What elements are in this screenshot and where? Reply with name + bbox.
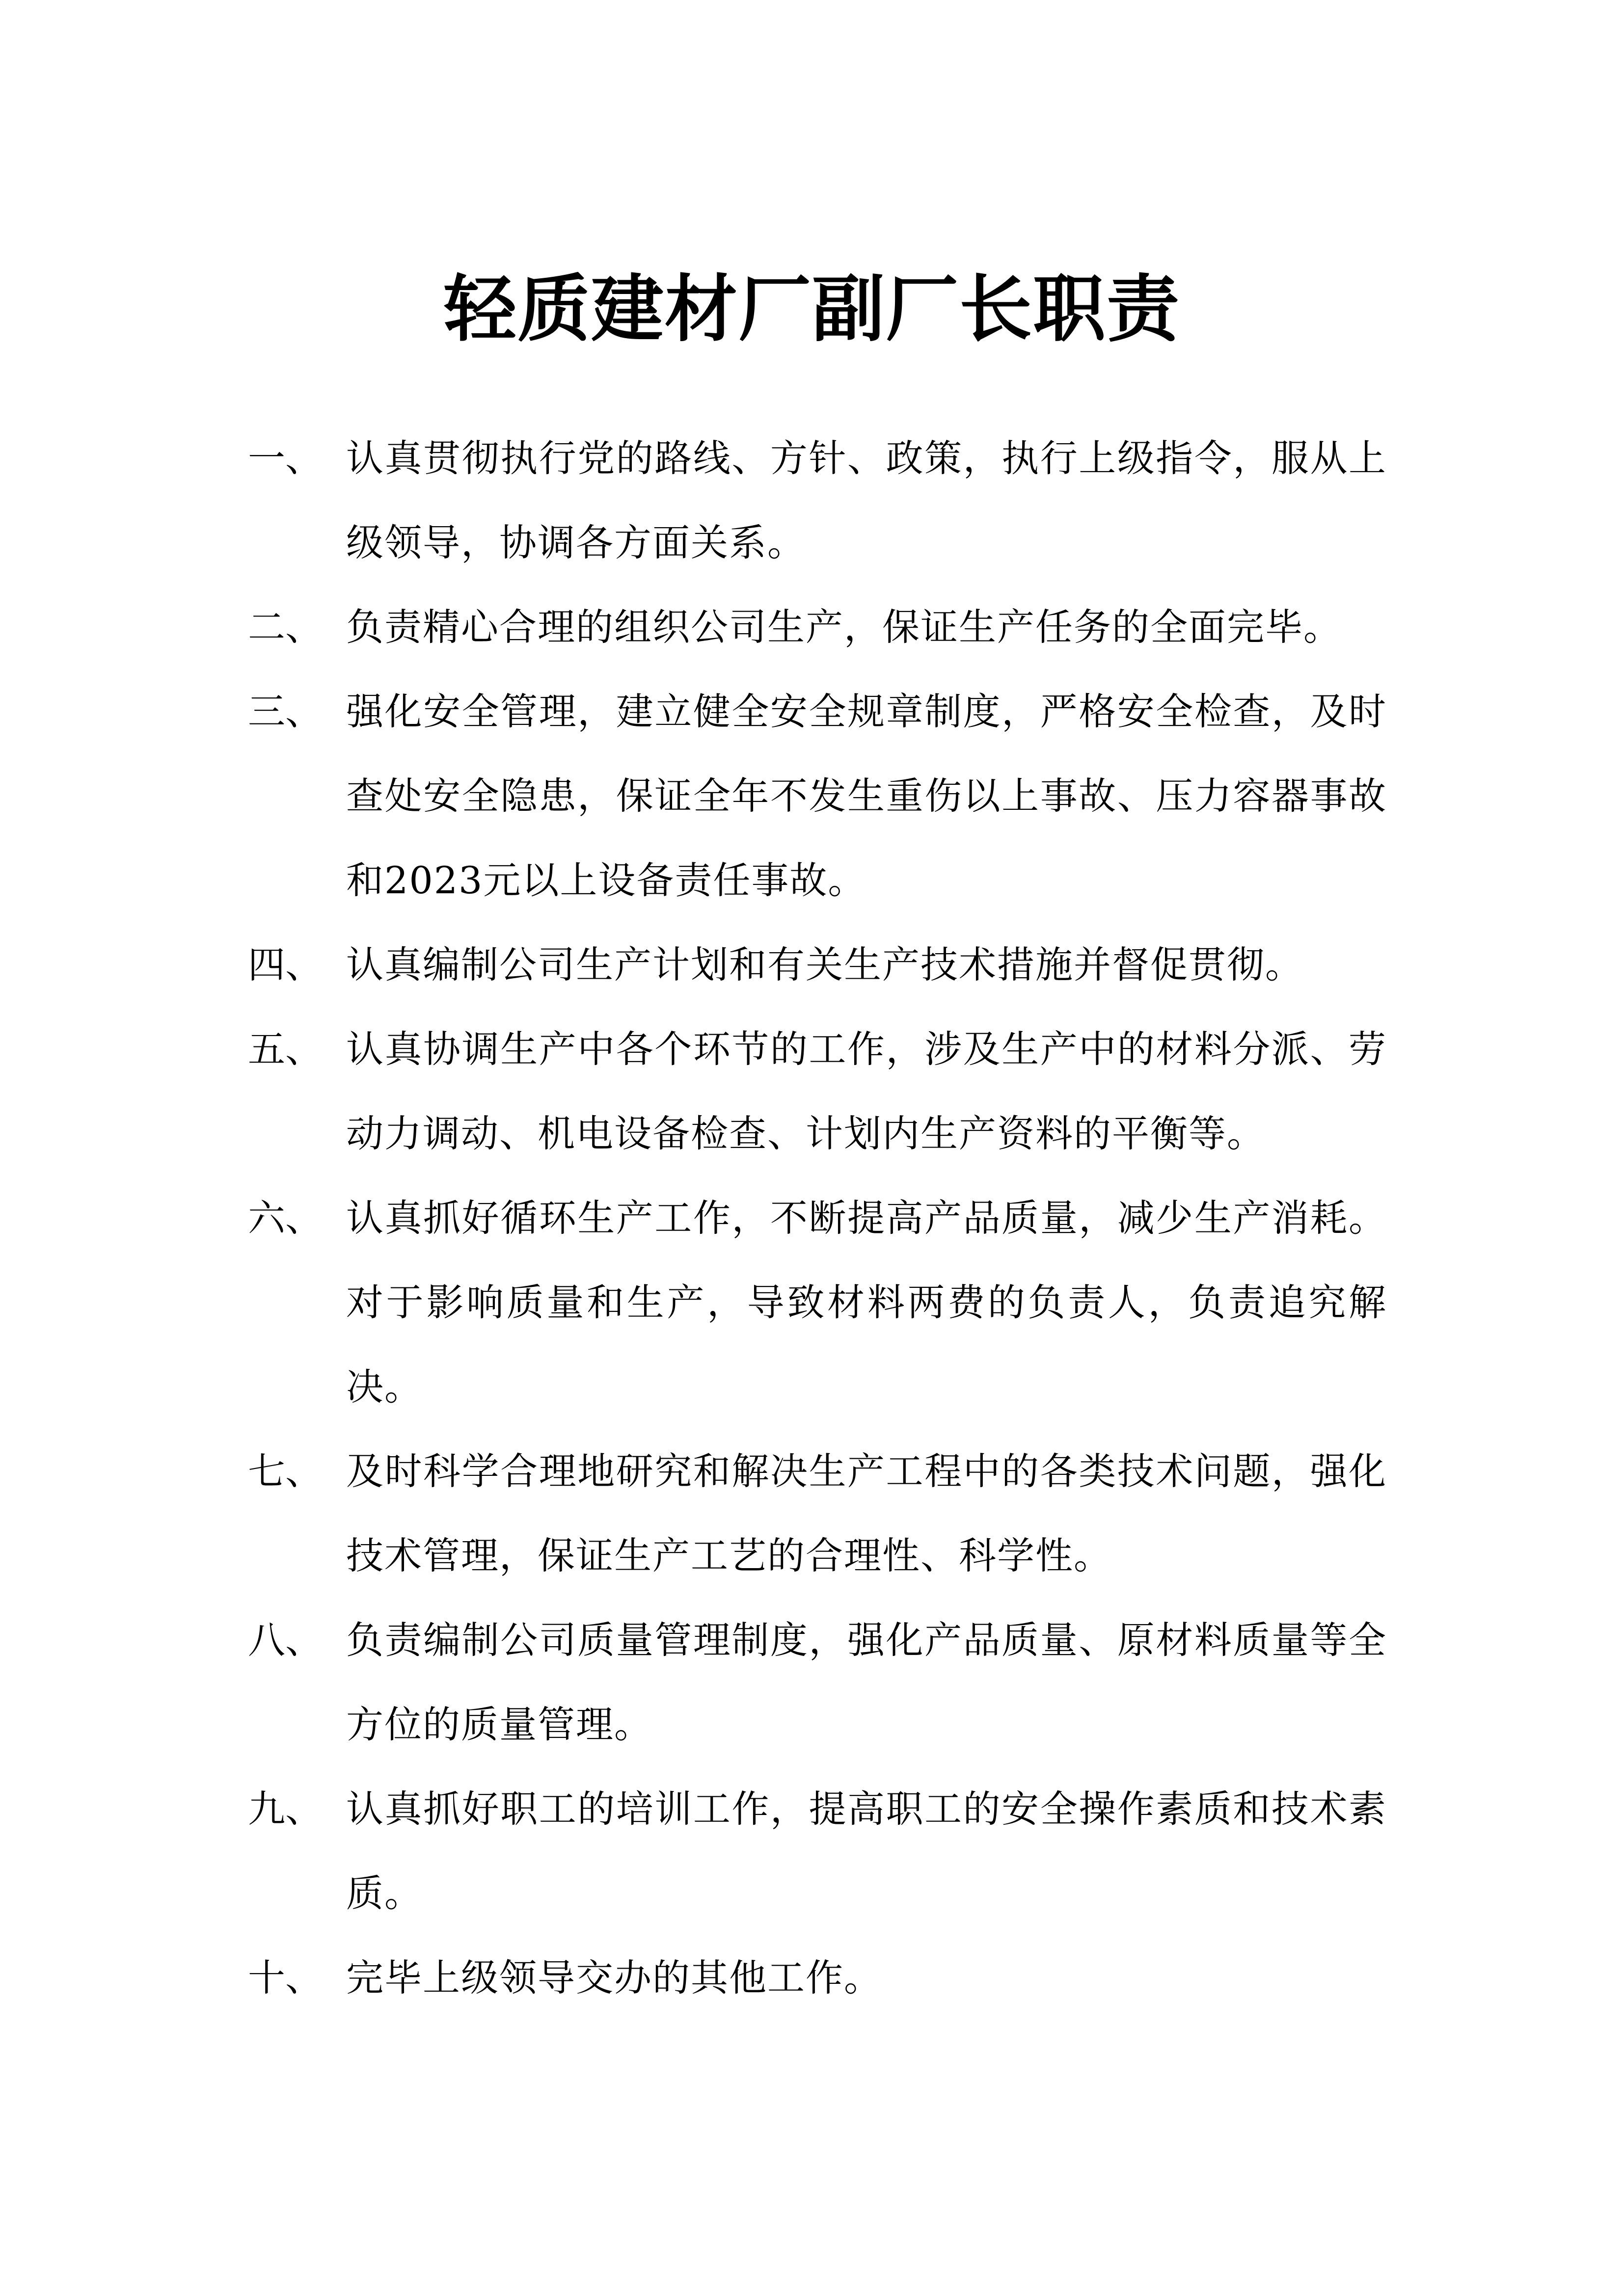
duty-list: [0, 416, 1624, 2020]
duty-number: 七、: [248, 1449, 323, 1493]
document-title: 轻质建材厂副厂长职责: [444, 266, 1180, 352]
duty-number: 三、: [248, 690, 323, 733]
duty-item-1: [0, 416, 1624, 585]
duty-item-3: [0, 669, 1624, 923]
duty-item-9: [0, 1767, 1624, 1936]
duty-item-8: [0, 1598, 1624, 1767]
duty-number: 一、: [248, 436, 323, 480]
duty-text: 负责编制公司质量管理制度，强化产品质量、原材料质量等全方位的质量管理。: [346, 1618, 1387, 1746]
duty-text: 认真抓好循环生产工作，不断提高产品质量，减少生产消耗。对于影响质量和生产，导致材料两费的负责人，负责追究解决。: [346, 1196, 1387, 1409]
duty-item-7: [0, 1429, 1624, 1598]
duty-text: 认真抓好职工的培训工作，提高职工的安全操作素质和技术素质。: [346, 1787, 1387, 1915]
duty-number: 五、: [248, 1027, 323, 1071]
duty-item-2: [0, 585, 1624, 669]
duty-text: 完毕上级领导交办的其他工作。: [346, 1956, 882, 2000]
duty-text: 负责精心合理的组织公司生产，保证生产任务的全面完毕。: [346, 605, 1342, 649]
duty-text: 认真编制公司生产计划和有关生产技术措施并督促贯彻。: [346, 943, 1303, 987]
duty-number: 六、: [248, 1196, 323, 1240]
duty-item-4: [0, 923, 1624, 1007]
duty-number: 二、: [248, 605, 323, 649]
duty-item-5: [0, 1007, 1624, 1176]
duty-number: 四、: [248, 943, 323, 987]
duty-text: 强化安全管理，建立健全安全规章制度，严格安全检查，及时查处安全隐患，保证全年不发生重伤以上事故、压力容器事故和2023元以上设备责任事故。: [346, 690, 1387, 902]
duty-text: 认真贯彻执行党的路线、方针、政策，执行上级指令，服从上级领导，协调各方面关系。: [346, 436, 1387, 564]
duty-number: 十、: [248, 1956, 323, 2000]
duty-item-10: [0, 1936, 1624, 2020]
duty-text: 及时科学合理地研究和解决生产工程中的各类技术问题，强化技术管理，保证生产工艺的合理性、科学性。: [346, 1449, 1387, 1577]
duty-text: 认真协调生产中各个环节的工作，涉及生产中的材料分派、劳动力调动、机电设备检查、计划内生产资料的平衡等。: [346, 1027, 1387, 1155]
duty-item-6: [0, 1176, 1624, 1429]
duty-number: 九、: [248, 1787, 323, 1831]
duty-number: 八、: [248, 1618, 323, 1662]
